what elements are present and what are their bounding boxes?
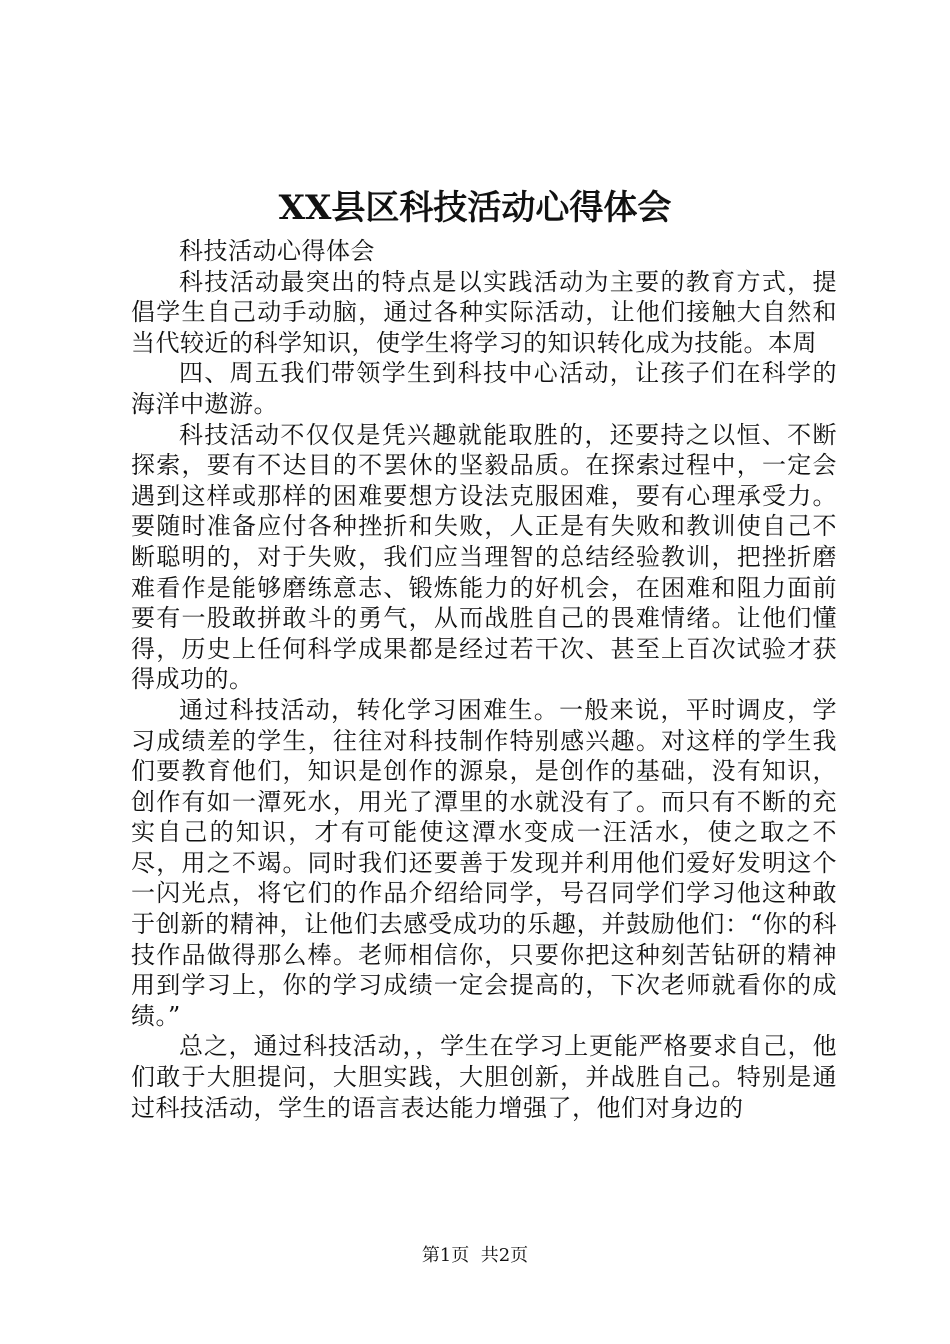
- page-footer: [0, 1244, 950, 1268]
- paragraph-intro: 科技活动最突出的特点是以实践活动为主要的教育方式，提倡学生自己动手动脑，通过各种实际活动，让他们接触大自然和当代较近的科学知识，使学生将学习的知识转化成为技能。本周: [131, 267, 837, 357]
- paragraph-perseverance: 科技活动不仅仅是凭兴趣就能取胜的，还要持之以恒、不断探索，要有不达目的不罢休的坚毅品质。在探索过程中，一定会遇到这样或那样的困难要想方设法克服困难，要有心理承受力。要随时准备应付各种挫折和失败，人正是有失败和教训使自己不断聪明的，对于失败，我们应当理智的总结经验教训，把挫折磨难看作是能够磨练意志、锻炼能力的好机会，在困难和阻力面前要有一股敢拼敢斗的勇气，从而战胜自己的畏难情绪。让他们懂得，历史上任何科学成果都是经过若干次、甚至上百次试验才获得成功的。: [131, 420, 837, 694]
- footer-spacer: [469, 1245, 480, 1266]
- document-title: XX县区科技活动心得体会: [278, 188, 672, 228]
- paragraph-conclusion: 总之，通过科技活动，，学生在学习上更能严格要求自己，他们敢于大胆提问，大胆实践，大胆创新，并战胜自己。特别是通过科技活动，学生的语言表达能力增强了，他们对身边的: [131, 1032, 837, 1122]
- page-total: 共2页: [480, 1245, 529, 1266]
- page-number: 第1页: [421, 1245, 470, 1266]
- paragraph-visit: 四、周五我们带领学生到科技中心活动，让孩子们在科学的海洋中遨游。: [131, 359, 837, 418]
- paragraph-struggling-students: 通过科技活动，转化学习困难生。一般来说，平时调皮，学习成绩差的学生，往往对科技制作特别感兴趣。对这样的学生我们要教育他们，知识是创作的源泉，是创作的基础，没有知识，创作有如一潭死水，用光了潭里的水就没有了。而只有不断的充实自己的知识，才有可能使这潭水变成一汪活水，使之取之不尽，用之不竭。同时我们还要善于发现并利用他们爱好发明这个一闪光点，将它们的作品介绍给同学，号召同学们学习他这种敢于创新的精神，让他们去感受成功的乐趣，并鼓励他们：“你的科技作品做得那么棒。老师相信你，只要你把这种刻苦钻研的精神用到学习上，你的学习成绩一定会提高的，下次老师就看你的成绩。”: [131, 695, 837, 1030]
- paragraph-subtitle: 科技活动心得体会: [179, 237, 375, 265]
- document-body: [131, 236, 837, 1123]
